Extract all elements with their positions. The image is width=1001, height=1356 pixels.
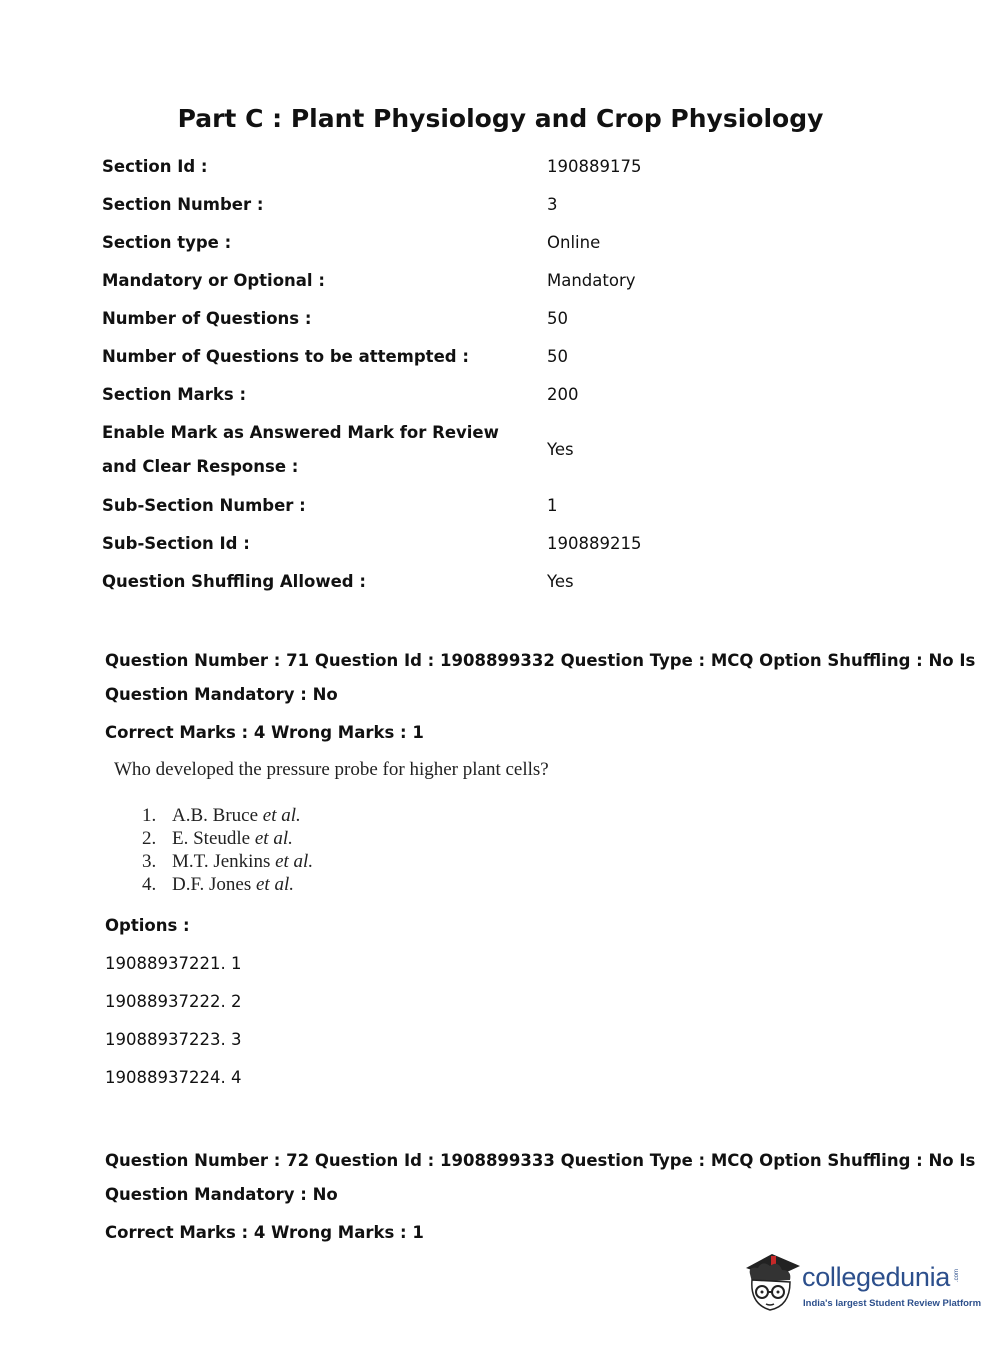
option-item: 19088937221. 1 (105, 954, 242, 973)
logo-tagline: India's largest Student Review Platform (803, 1298, 982, 1309)
question-marks: Correct Marks : 4 Wrong Marks : 1 (105, 723, 424, 742)
info-value: 200 (547, 385, 579, 404)
logo-suffix: .com (954, 1268, 960, 1282)
option-item: 19088937222. 2 (105, 992, 242, 1011)
choice-number: 1. (142, 805, 157, 826)
info-value: Mandatory (547, 271, 636, 290)
choice-etal: et al. (254, 828, 293, 849)
logo-name: collegedunia (802, 1262, 951, 1292)
question-header: Question Number : 71 Question Id : 1908899332 Question Type : MCQ Option Shuffling : No Is (105, 651, 976, 670)
info-value: 190889175 (547, 157, 642, 176)
question-text: Who developed the pressure probe for higher plant cells? (114, 759, 549, 780)
info-label: Sub-Section Id : (102, 534, 250, 553)
choice-etal: et al. (256, 874, 294, 895)
choice-name: E. Steudle (172, 828, 251, 849)
info-value: 190889215 (547, 534, 642, 553)
choice-number: 2. (142, 828, 157, 849)
info-label: Section Id : (102, 157, 208, 176)
choice-name: D.F. Jones (172, 874, 252, 895)
info-label: Section Number : (102, 195, 264, 214)
info-label: Enable Mark as Answered Mark for Review and Clear Response : (102, 423, 499, 476)
info-label: Mandatory or Optional : (102, 271, 325, 290)
info-label: Sub-Section Number : (102, 496, 306, 515)
info-label: Question Shuffling Allowed : (102, 572, 366, 591)
option-item: 19088937223. 3 (105, 1030, 242, 1049)
collegedunia-logo (742, 1248, 982, 1320)
choice-name: A.B. Bruce (172, 805, 259, 826)
answer-choice (142, 828, 293, 850)
answer-choice (142, 851, 313, 873)
info-label: Number of Questions : (102, 309, 312, 328)
page-title: Part C : Plant Physiology and Crop Physiology (177, 104, 824, 133)
question-header: Question Number : 72 Question Id : 1908899333 Question Type : MCQ Option Shuffling : No Is (105, 1151, 976, 1170)
answer-choice (142, 805, 301, 827)
info-value: 3 (547, 195, 558, 214)
option-item: 19088937224. 4 (105, 1068, 242, 1087)
mascot-icon (742, 1248, 804, 1320)
question-header-mandatory: Question Mandatory : No (105, 1185, 338, 1204)
info-label: Number of Questions to be attempted : (102, 347, 469, 366)
options-label: Options : (105, 916, 190, 935)
choice-etal: et al. (275, 851, 314, 872)
choice-etal: et al. (262, 805, 301, 826)
info-value: 50 (547, 347, 568, 366)
info-value: 50 (547, 309, 568, 328)
info-value: 1 (547, 496, 558, 515)
answer-choice (142, 874, 294, 896)
info-value: Yes (547, 572, 574, 591)
info-label: Section type : (102, 233, 232, 252)
question-marks: Correct Marks : 4 Wrong Marks : 1 (105, 1223, 424, 1242)
info-value: Yes (547, 440, 574, 459)
choice-name: M.T. Jenkins (172, 851, 271, 872)
choice-number: 4. (142, 874, 157, 895)
info-value: Online (547, 233, 601, 252)
info-label: Section Marks : (102, 385, 247, 404)
choice-number: 3. (142, 851, 157, 872)
question-header-mandatory: Question Mandatory : No (105, 685, 338, 704)
